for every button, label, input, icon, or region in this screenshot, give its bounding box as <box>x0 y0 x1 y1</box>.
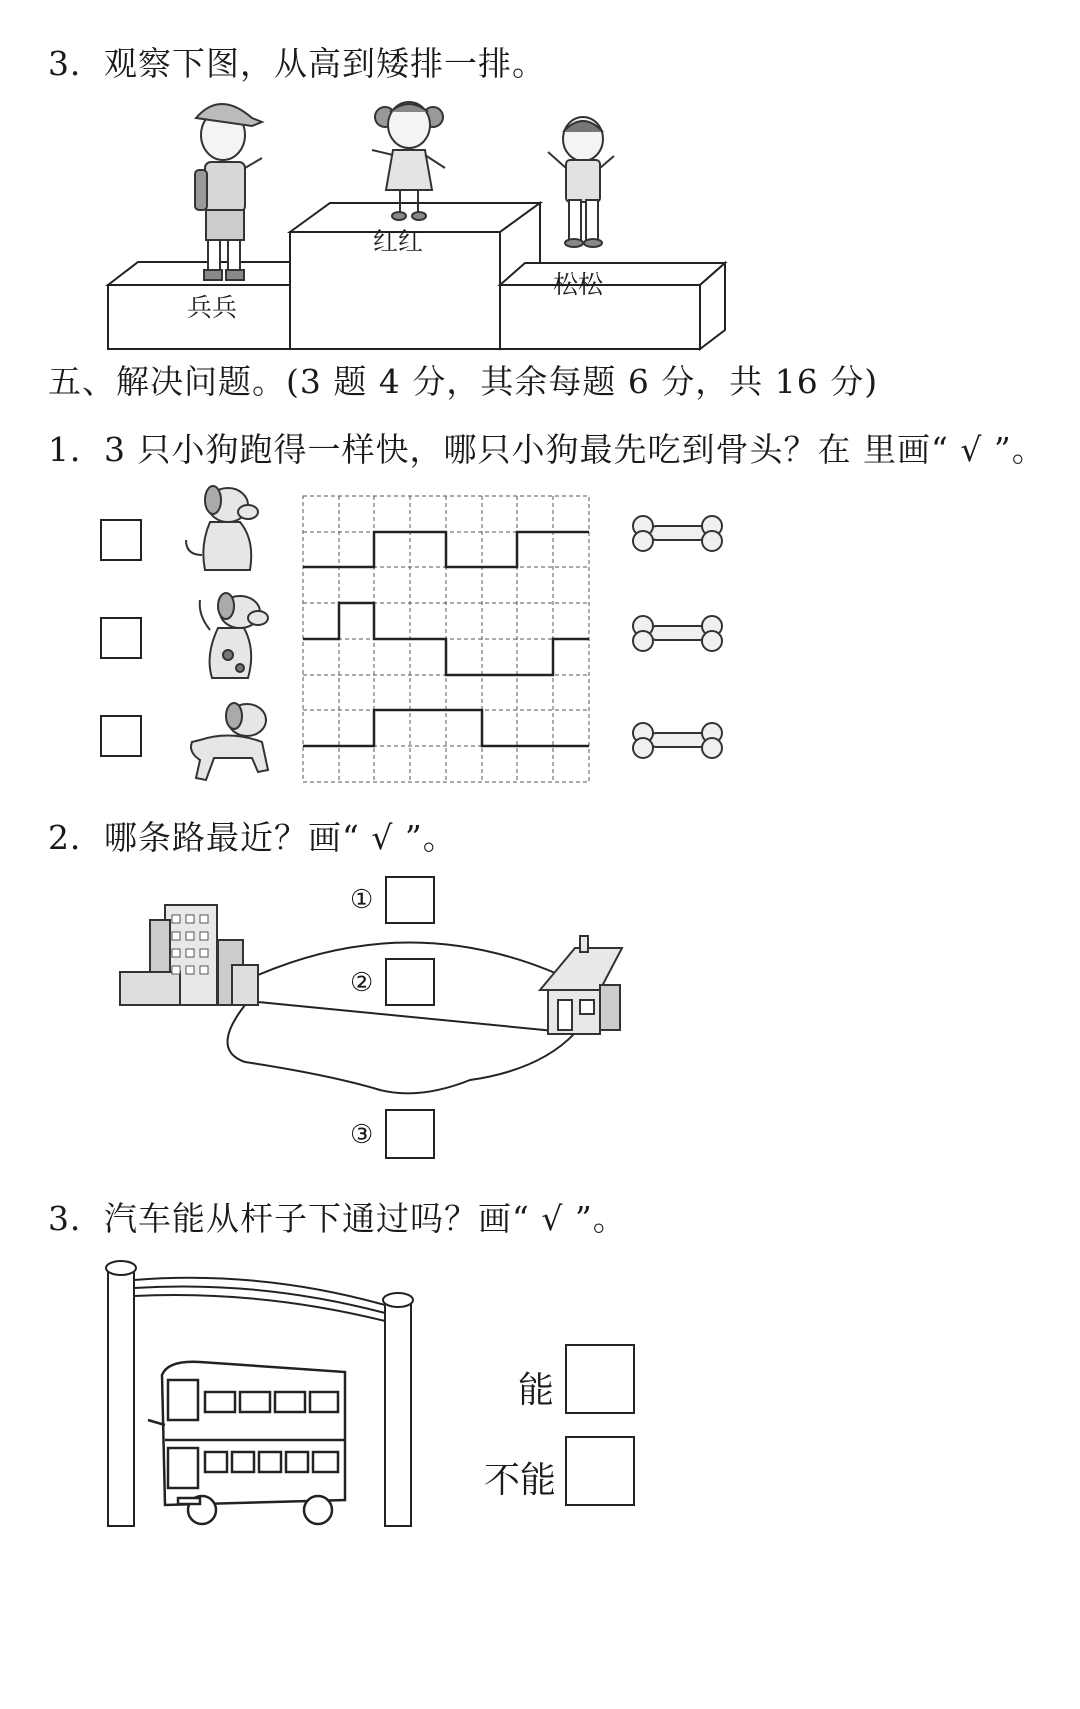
question-3-order-heights: 3．观察下图，从高到矮排一排。 <box>48 44 546 83</box>
route-1-marker: ① <box>350 885 374 915</box>
podium-label-songsong: 松松 <box>553 270 604 299</box>
kid-bingbing-illustration <box>195 104 262 280</box>
route-3-curve <box>228 1005 576 1093</box>
podium-label-bingbing: 兵兵 <box>187 293 238 322</box>
route-2-straight <box>258 1002 575 1033</box>
answer-box-dog-1[interactable] <box>100 519 142 561</box>
bone-1-illustration <box>633 516 722 551</box>
kid-songsong-illustration <box>548 117 614 247</box>
answer-box-cannot-pass[interactable] <box>565 1436 635 1506</box>
problem-1-text: 1．3 只小狗跑得一样快，哪只小狗最先吃到骨头？在 里画“ √ ”。 <box>48 430 1046 469</box>
answer-box-route-1[interactable] <box>385 876 435 924</box>
double-decker-bus-illustration <box>148 1362 345 1524</box>
house-illustration <box>540 936 622 1034</box>
label-cannot-pass: 不能 <box>484 1460 557 1501</box>
answer-box-dog-2[interactable] <box>100 617 142 659</box>
path-dog-1 <box>303 532 589 567</box>
dog-3-illustration <box>191 703 268 780</box>
section-5-heading: 五、解决问题。(3 题 4 分，其余每题 6 分，共 16 分) <box>48 362 879 401</box>
podium-label-honghong: 红红 <box>373 227 424 256</box>
problem-2-text: 2．哪条路最近？画“ √ ”。 <box>48 818 457 857</box>
dog-2-illustration <box>200 593 268 678</box>
route-3-marker: ③ <box>350 1120 374 1150</box>
route-2-marker: ② <box>350 968 374 998</box>
answer-box-route-2[interactable] <box>385 958 435 1006</box>
label-can-pass: 能 <box>518 1370 555 1411</box>
answer-box-route-3[interactable] <box>385 1109 435 1159</box>
dog-1-illustration <box>186 486 258 570</box>
answer-box-dog-3[interactable] <box>100 715 142 757</box>
bone-2-illustration <box>633 616 722 651</box>
problem-3-text: 3．汽车能从杆子下通过吗？画“ √ ”。 <box>48 1199 627 1238</box>
bone-3-illustration <box>633 723 722 758</box>
city-buildings-illustration <box>120 905 258 1005</box>
answer-box-can-pass[interactable] <box>565 1344 635 1414</box>
